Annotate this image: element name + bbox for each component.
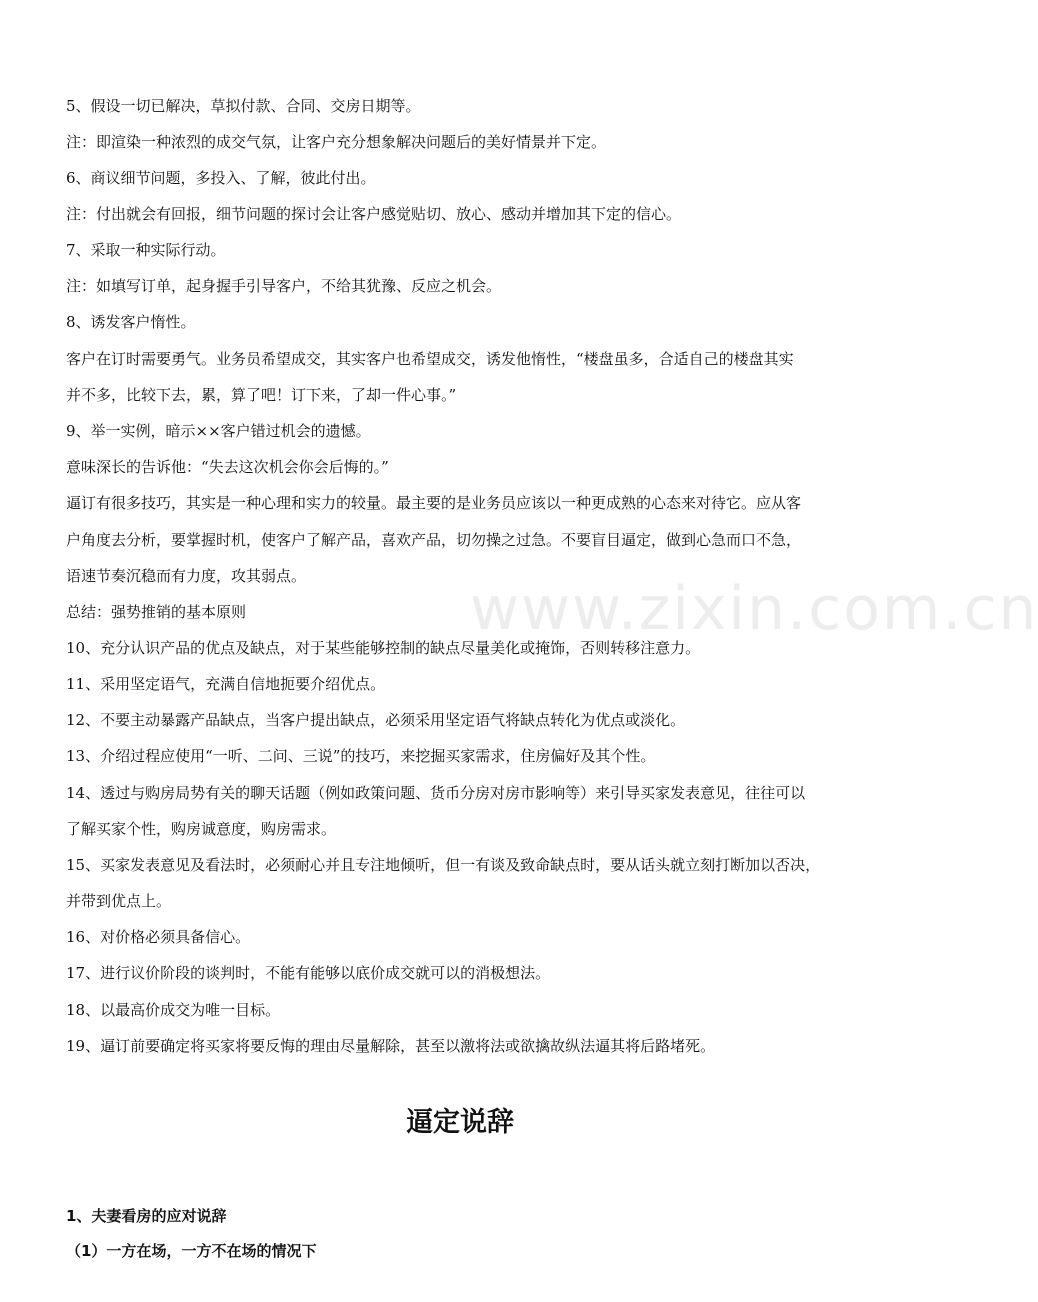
subheading: （1）一方在场，一方不在场的情况下	[66, 1242, 317, 1260]
text-line: 6、商议细节问题，多投入、了解，彼此付出。	[66, 169, 376, 187]
text-line: 总结：强势推销的基本原则	[66, 603, 247, 621]
text-line: 客户在订时需要勇气。业务员希望成交，其实客户也希望成交，诱发他惰性，“楼盘虽多，合适自己的楼盘其实	[66, 350, 794, 368]
text-line: 语速节奏沉稳而有力度，攻其弱点。	[66, 567, 307, 585]
text-line: 11、采用坚定语气，充满自信地扼要介绍优点。	[66, 675, 386, 693]
text-line: 注：付出就会有回报，细节问题的探讨会让客户感觉贴切、放心、感动并增加其下定的信心。	[66, 205, 682, 223]
text-line: 10、充分认识产品的优点及缺点，对于某些能够控制的缺点尽量美化或掩饰，否则转移注意力。	[66, 639, 701, 657]
text-line: 注：如填写订单，起身握手引导客户，不给其犹豫、反应之机会。	[66, 277, 502, 295]
text-line: 19、逼订前要确定将买家将要反悔的理由尽量解除，甚至以激将法或欲擒故纵法逼其将后路堵死。	[66, 1037, 716, 1055]
text-line: 9、举一实例，暗示××客户错过机会的遗憾。	[66, 422, 371, 440]
text-line: 了解买家个性，购房诚意度，购房需求。	[66, 820, 337, 838]
text-line: 意味深长的告诉他：“失去这次机会你会后悔的。”	[66, 458, 389, 476]
text-line: 并带到优点上。	[66, 892, 172, 910]
text-line: 5、假设一切已解决，草拟付款、合同、交房日期等。	[66, 97, 421, 115]
text-line: 13、介绍过程应使用“一听、二问、三说”的技巧，来挖掘买家需求，住房偏好及其个性。	[66, 747, 656, 765]
text-line: 并不多，比较下去，累，算了吧！订下来，了却一件心事。”	[66, 386, 457, 404]
watermark: www.zixin.com.cn	[470, 574, 1038, 644]
text-line: 逼订有很多技巧，其实是一种心理和实力的较量。最主要的是业务员应该以一种更成熟的心态来对待它。应从客	[66, 494, 802, 512]
text-line: 12、不要主动暴露产品缺点，当客户提出缺点，必须采用坚定语气将缺点转化为优点或淡化。	[66, 711, 686, 729]
text-line: 7、采取一种实际行动。	[66, 241, 226, 259]
text-line: 14、透过与购房局势有关的聊天话题（例如政策问题、货币分房对房市影响等）来引导买家发表意见，往往可以	[66, 784, 806, 802]
text-line: 17、进行议价阶段的谈判时，不能有能够以底价成交就可以的消极想法。	[66, 964, 551, 982]
section-title: 逼定说辞	[406, 1107, 514, 1138]
text-line: 16、对价格必须具备信心。	[66, 928, 251, 946]
text-line: 18、以最高价成交为唯一目标。	[66, 1001, 281, 1019]
text-line: 8、诱发客户惰性。	[66, 313, 196, 331]
text-line: 15、买家发表意见及看法时，必须耐心并且专注地倾听，但一有谈及致命缺点时，要从话头就立刻打断加以否决，	[66, 856, 821, 874]
subheading: 1、夫妻看房的应对说辞	[66, 1207, 227, 1225]
text-line: 注：即渲染一种浓烈的成交气氛，让客户充分想象解决问题后的美好情景并下定。	[66, 133, 607, 151]
text-line: 户角度去分析，要掌握时机，使客户了解产品，喜欢产品，切勿操之过急。不要盲目逼定，做到心急而口不急，	[66, 531, 802, 549]
